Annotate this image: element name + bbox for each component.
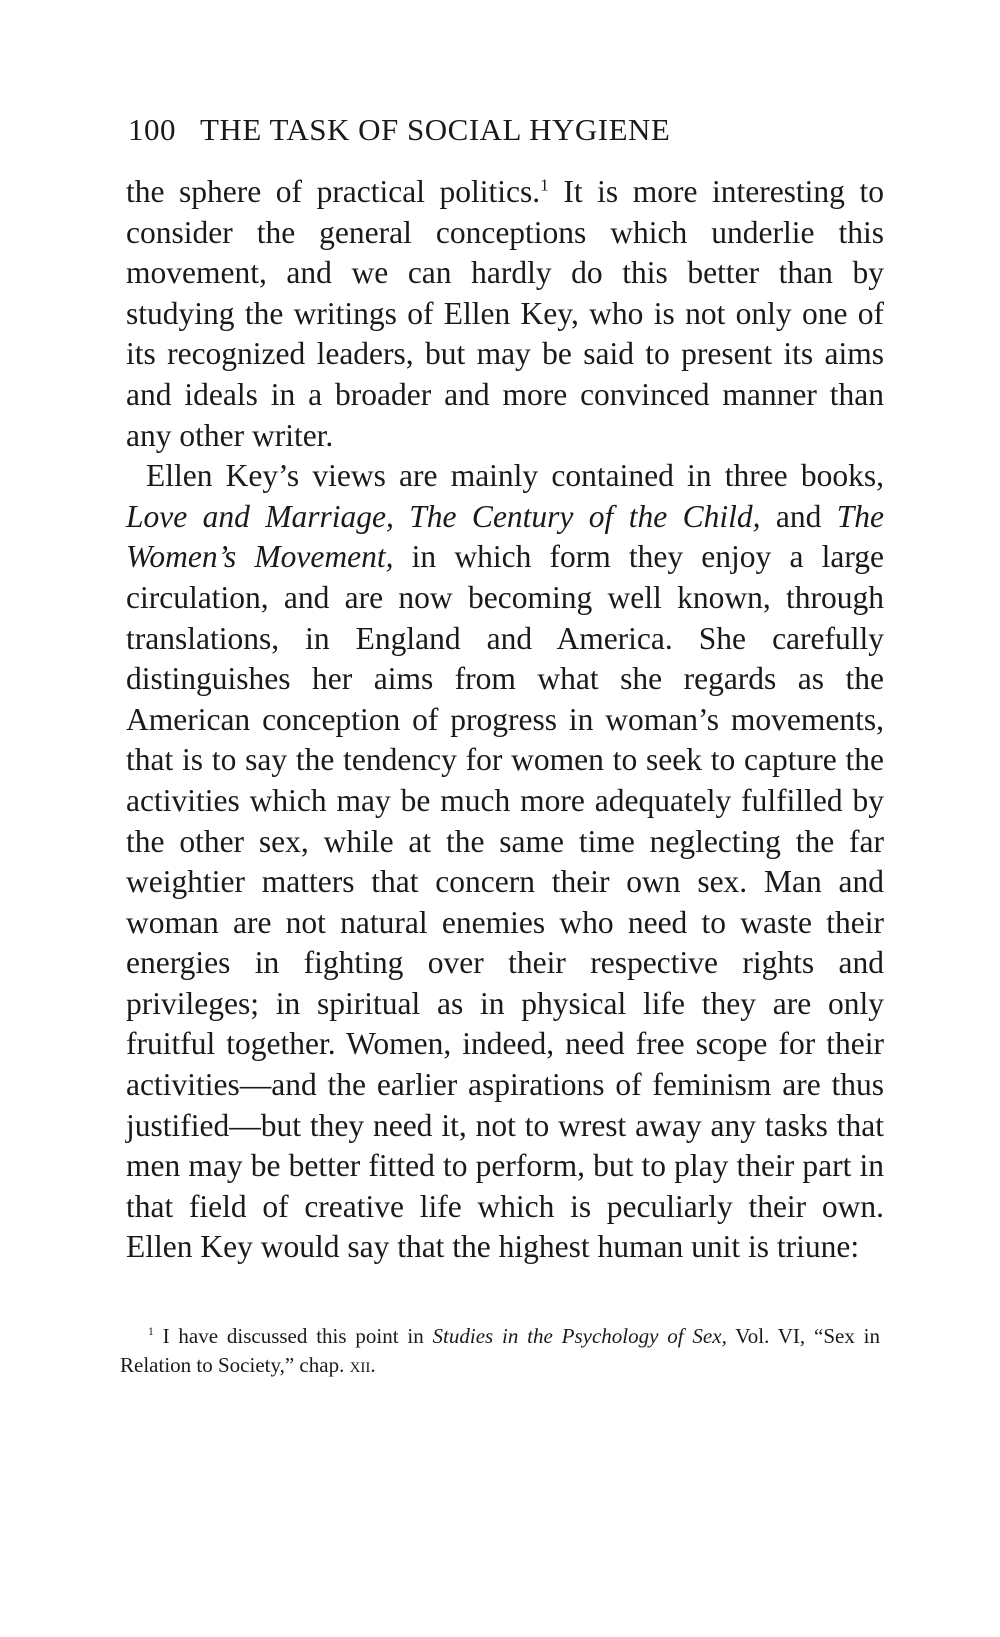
- paragraph-2-text-a: Ellen Key’s views are mainly contained in three books,: [146, 458, 884, 494]
- paragraph-1: [126, 172, 884, 456]
- body-text: [126, 172, 884, 1268]
- footnote: [120, 1322, 880, 1380]
- page-number: 100: [128, 112, 176, 147]
- book-title-womens-movement: The Women’s Movement,: [126, 498, 885, 575]
- paragraph-1-text-b: It is more interesting to consider the general conceptions which underlie this movement, and we can hardly do this better than by studying the writings of Ellen Key, who is not only one of its recognized leaders, but may be said to present its aims and ideals in a broader and more convinced manner than any other writer.: [126, 174, 884, 453]
- paragraph-2-text-c: in which form they enjoy a large circulation, and are now becoming well known, through translations, in England and America. She carefully distinguishes her aims from what she regards as the American conception of progress in woman’s movements, that is to say the tendency for women to seek to capture the activities which may be much more adequately fulfilled by the other sex, while at the same time neglecting the far weightier matters that concern their own sex. Man and woman are not natural enemies who need to waste their energies in fighting over their respective rights and privileges; in spiritual as in physical life they are only fruitful together. Women, indeed, need free scope for their activities—and the earlier aspirations of feminism are thus justified—but they need it, not to wrest away any tasks that men may be better fitted to perform, but to play their part in that field of creative life which is peculiarly their own. Ellen Key would say that the highest human unit is triune:: [126, 539, 884, 1265]
- running-title: THE TASK OF SOCIAL HYGIENE: [200, 112, 671, 147]
- paragraph-2: [126, 456, 884, 1268]
- paragraph-2-text-b: and: [760, 498, 837, 534]
- footnote-book-title: Studies in the Psychology of Sex,: [432, 1324, 727, 1348]
- footnote-chapter: xii: [349, 1353, 371, 1377]
- paragraph-1-text-a: the sphere of practical politics.: [126, 174, 541, 209]
- footnote-text-b: Vol. VI, “Sex in Relation to Society,” chap.: [120, 1324, 880, 1377]
- book-titles: Love and Marriage, The Century of the Child,: [126, 498, 761, 534]
- footnote-reference: 1: [540, 175, 549, 195]
- footnote-text-c: .: [370, 1353, 376, 1377]
- page-header: [128, 112, 888, 148]
- footnote-marker: 1: [148, 1326, 154, 1338]
- footnote-text-a: I have discussed this point in: [153, 1324, 433, 1348]
